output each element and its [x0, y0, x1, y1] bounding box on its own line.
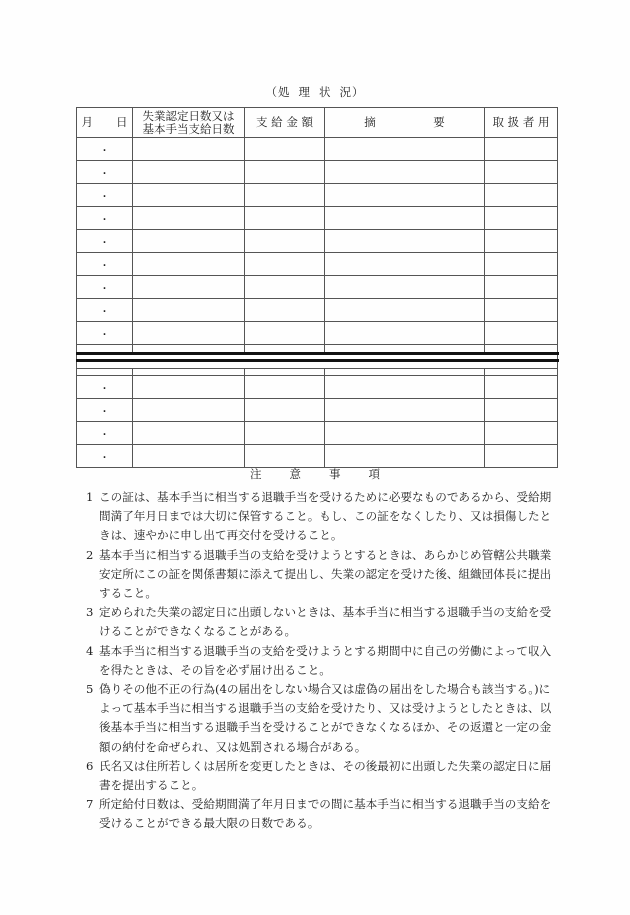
cell[interactable]	[325, 138, 485, 161]
cell[interactable]	[133, 207, 245, 230]
date-separator: ・	[99, 329, 110, 341]
notes-title-part: 項	[368, 467, 380, 481]
cell[interactable]	[133, 422, 245, 445]
date-separator: ・	[99, 260, 110, 272]
date-cell[interactable]	[77, 376, 133, 399]
table-row	[77, 207, 558, 230]
date-cell[interactable]	[77, 276, 133, 299]
cell[interactable]	[485, 138, 558, 161]
date-separator: ・	[99, 383, 110, 395]
cell[interactable]	[245, 207, 325, 230]
date-cell[interactable]	[77, 299, 133, 322]
date-separator: ・	[99, 283, 110, 295]
note-number: 7	[86, 797, 94, 812]
cell[interactable]	[245, 138, 325, 161]
cell[interactable]	[133, 230, 245, 253]
table-row-partial	[77, 369, 558, 376]
note-item	[86, 680, 556, 757]
cell[interactable]	[133, 138, 245, 161]
notes-title	[0, 466, 630, 482]
date-cell[interactable]	[77, 161, 133, 184]
table-row	[77, 299, 558, 322]
table-row	[77, 376, 558, 399]
note-item	[86, 642, 556, 680]
cell[interactable]	[245, 184, 325, 207]
table-row	[77, 422, 558, 445]
date-cell[interactable]	[77, 184, 133, 207]
note-item	[86, 757, 556, 795]
date-separator: ・	[99, 237, 110, 249]
table-row	[77, 322, 558, 345]
cell[interactable]	[245, 445, 325, 468]
note-number: 2	[86, 547, 94, 562]
cell[interactable]	[325, 299, 485, 322]
note-text: この証は、基本手当に相当する退職手当を受けるために必要なものであるから、受給期間満了年月日までは大切に保管すること。もし、この証をなくしたり、又は損傷したときは、速やかに申し出て再交付を受けること。	[99, 490, 552, 543]
note-item	[86, 546, 556, 604]
header-handler: 取 扱 者 用	[485, 108, 558, 138]
notes-title-part: 注	[250, 467, 262, 481]
cell[interactable]	[485, 399, 558, 422]
cell[interactable]	[485, 253, 558, 276]
date-cell[interactable]	[77, 138, 133, 161]
cell[interactable]	[245, 299, 325, 322]
notes-title-part: 意	[289, 467, 301, 481]
cell[interactable]	[325, 322, 485, 345]
cell[interactable]	[325, 369, 485, 376]
cell[interactable]	[245, 399, 325, 422]
section-title	[0, 84, 630, 100]
cell[interactable]	[485, 184, 558, 207]
cell[interactable]	[133, 253, 245, 276]
cell[interactable]	[485, 161, 558, 184]
note-number: 3	[86, 605, 94, 620]
cell[interactable]	[325, 207, 485, 230]
header-amount: 支 給 金 額	[245, 108, 325, 138]
double-line-bottom	[76, 359, 559, 362]
note-number: 4	[86, 643, 94, 658]
cell[interactable]	[325, 161, 485, 184]
cell[interactable]	[485, 276, 558, 299]
upper-rows	[77, 138, 558, 345]
cell[interactable]	[325, 445, 485, 468]
cell[interactable]	[77, 369, 133, 376]
note-item	[86, 795, 556, 833]
cell[interactable]	[485, 322, 558, 345]
title-part: 状	[319, 85, 332, 99]
notes-title-part: 事	[329, 467, 341, 481]
title-part: 理	[298, 85, 311, 99]
note-text: 基本手当に相当する退職手当の支給を受けようとするときは、あらかじめ管轄公共職業安定所にこの証を関係書類に添えて提出し、失業の認定を受けた後、組織団体長に提出すること。	[99, 547, 552, 601]
date-cell[interactable]	[77, 253, 133, 276]
date-separator: ・	[99, 306, 110, 318]
cell[interactable]	[133, 161, 245, 184]
table-row	[77, 138, 558, 161]
date-cell[interactable]	[77, 322, 133, 345]
note-number: 6	[86, 758, 94, 773]
title-part: （処	[265, 85, 291, 99]
cell[interactable]	[485, 445, 558, 468]
cell[interactable]	[133, 399, 245, 422]
cell[interactable]	[485, 422, 558, 445]
cell[interactable]	[485, 207, 558, 230]
cell[interactable]	[245, 422, 325, 445]
note-number: 5	[86, 682, 94, 697]
date-separator: ・	[99, 429, 110, 441]
note-text: 氏名又は住所若しくは居所を変更したときは、その後最初に出頭した失業の認定日に届書を提出すること。	[99, 758, 552, 793]
cell[interactable]	[133, 322, 245, 345]
notes-list	[86, 488, 556, 834]
cell[interactable]	[245, 276, 325, 299]
cell[interactable]	[133, 376, 245, 399]
table-row	[77, 253, 558, 276]
table-row	[77, 184, 558, 207]
table-row	[77, 230, 558, 253]
cell[interactable]	[485, 376, 558, 399]
cell[interactable]	[325, 276, 485, 299]
note-item	[86, 488, 556, 546]
note-text: 所定給付日数は、受給期間満了年月日までの間に基本手当に相当する退職手当の支給を受けることができる最大限の日数である。	[99, 797, 552, 831]
note-text: 定められた失業の認定日に出頭しないときは、基本手当に相当する退職手当の支給を受けることができなくなることがある。	[99, 605, 552, 639]
date-separator: ・	[99, 214, 110, 226]
title-part: 況）	[339, 85, 365, 99]
date-cell[interactable]	[77, 445, 133, 468]
cell[interactable]	[325, 230, 485, 253]
cell[interactable]	[245, 253, 325, 276]
cell[interactable]	[485, 299, 558, 322]
cell[interactable]	[485, 369, 558, 376]
cell[interactable]	[325, 184, 485, 207]
note-text: 基本手当に相当する退職手当の支給を受けようとする期間中に自己の労働によって収入を得たときは、その旨を必ず届け出ること。	[99, 643, 552, 677]
header-month-day: 月 日	[77, 108, 133, 138]
date-separator: ・	[99, 191, 110, 203]
double-line-top	[76, 352, 559, 355]
date-separator: ・	[99, 168, 110, 180]
cell[interactable]	[325, 376, 485, 399]
cell[interactable]	[133, 369, 245, 376]
date-separator: ・	[99, 145, 110, 157]
table-row	[77, 276, 558, 299]
cell[interactable]	[245, 369, 325, 376]
cell[interactable]	[133, 445, 245, 468]
table-row	[77, 161, 558, 184]
cell[interactable]	[245, 322, 325, 345]
note-item	[86, 603, 556, 641]
table-row	[77, 445, 558, 468]
cell[interactable]	[485, 230, 558, 253]
date-cell[interactable]	[77, 230, 133, 253]
header-days: 失業認定日数又は 基本手当支給日数	[133, 108, 245, 138]
note-number: 1	[86, 490, 94, 504]
table-header-row	[77, 108, 558, 138]
lower-rows	[77, 376, 558, 468]
date-cell[interactable]	[77, 207, 133, 230]
date-cell[interactable]	[77, 422, 133, 445]
cell[interactable]	[133, 299, 245, 322]
cell[interactable]	[245, 376, 325, 399]
cell[interactable]	[245, 161, 325, 184]
note-text: 偽りその他不正の行為(4の届出をしない場合又は虚偽の届出をした場合も該当する。)によって基本手当に相当する退職手当の支給を受けたり、又は受けようとしたときは、以後基本手当に相当する退職手当を受けることができなくなるほか、その返還と一定の金額の納付を命ぜられ、又は処罰される場合がある。	[99, 682, 552, 754]
cell[interactable]	[245, 230, 325, 253]
cell[interactable]	[133, 276, 245, 299]
cell[interactable]	[325, 422, 485, 445]
processing-status-table	[76, 107, 558, 468]
date-separator: ・	[99, 406, 110, 418]
header-summary: 摘 要	[325, 108, 485, 138]
cell[interactable]	[325, 399, 485, 422]
table-row	[77, 399, 558, 422]
cell[interactable]	[325, 253, 485, 276]
date-cell[interactable]	[77, 399, 133, 422]
date-separator: ・	[99, 452, 110, 464]
cell[interactable]	[133, 184, 245, 207]
